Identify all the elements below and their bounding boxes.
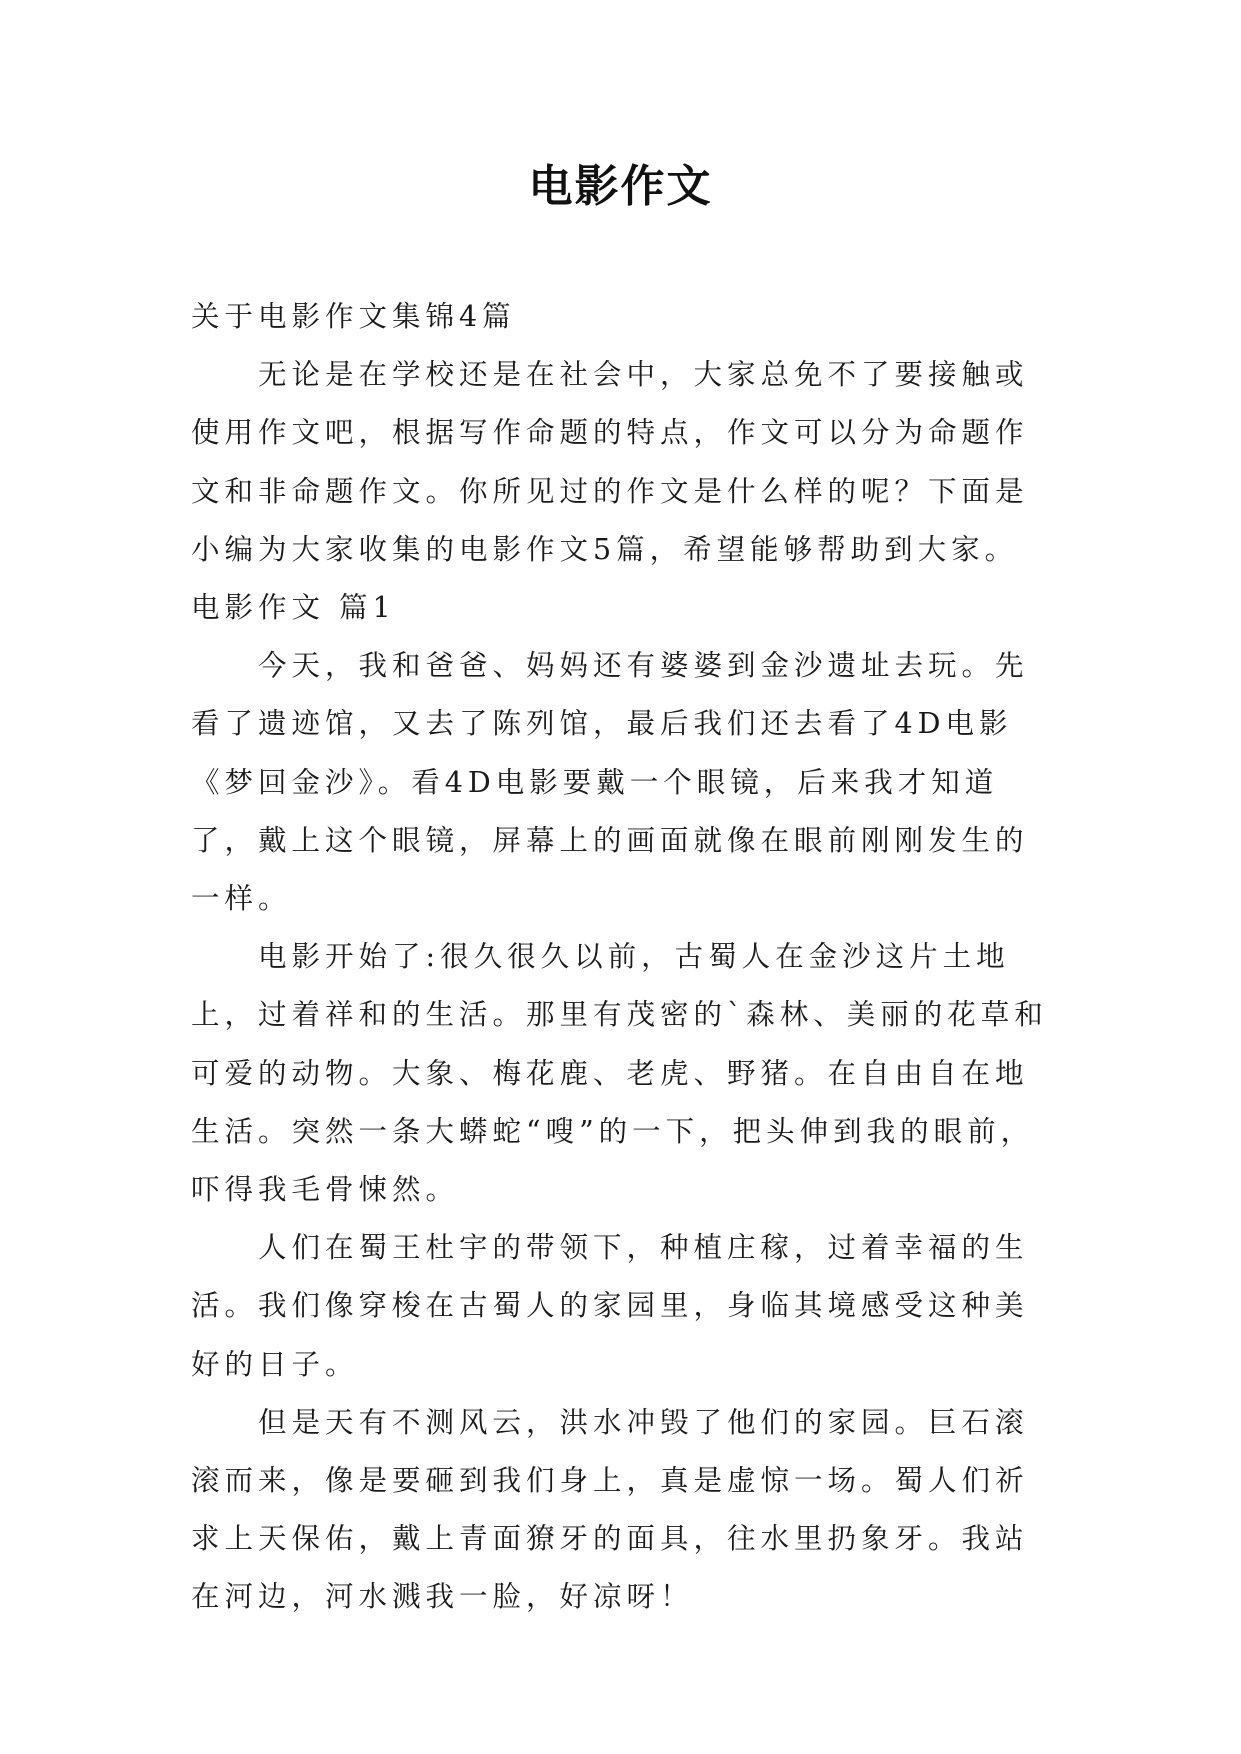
document-title: 电影作文 — [528, 161, 713, 212]
document-body — [191, 288, 1051, 1627]
body-paragraph: 但是天有不测风云，洪水冲毁了他们的家园。巨石滚滚而来，像是要砸到我们身上，真是虚惊一场。蜀人们祈求上天保佑，戴上青面獠牙的面具，往水里扔象牙。我站在河边，河水溅我一脸，好凉呀！ — [191, 1405, 1029, 1614]
intro-paragraph: 无论是在学校还是在社会中，大家总免不了要接触或使用作文吧，根据写作命题的特点，作文可以分为命题作文和非命题作文。你所见过的作文是什么样的呢？下面是小编为大家收集的电影作文5篇，希望能够帮助到大家。 — [191, 358, 1029, 566]
body-paragraph: 人们在蜀王杜宇的带领下，种植庄稼，过着幸福的生活。我们像穿梭在古蜀人的家园里，身临其境感受这种美好的日子。 — [191, 1231, 1029, 1381]
body-paragraph: 电影开始了:很久很久以前，古蜀人在金沙这片土地上，过着祥和的生活。那里有茂密的`森林、美丽的花草和可爱的动物。大象、梅花鹿、老虎、野猪。在自由自在地生活。突然一条大蟒蛇“嗖”的一下，把头伸到我的眼前，吓得我毛骨悚然。 — [191, 940, 1048, 1207]
document-subtitle: 关于电影作文集锦4篇 — [191, 300, 516, 333]
section-heading: 电影作文 篇1 — [191, 591, 396, 625]
body-paragraph: 今天，我和爸爸、妈妈还有婆婆到金沙遗址去玩。先看了遗迹馆，又去了陈列馆，最后我们还去看了4D电影《梦回金沙》。看4D电影要戴一个眼镜，后来我才知道了，戴上这个眼镜，屏幕上的画面就像在眼前刚刚发生的一样。 — [191, 649, 1029, 916]
